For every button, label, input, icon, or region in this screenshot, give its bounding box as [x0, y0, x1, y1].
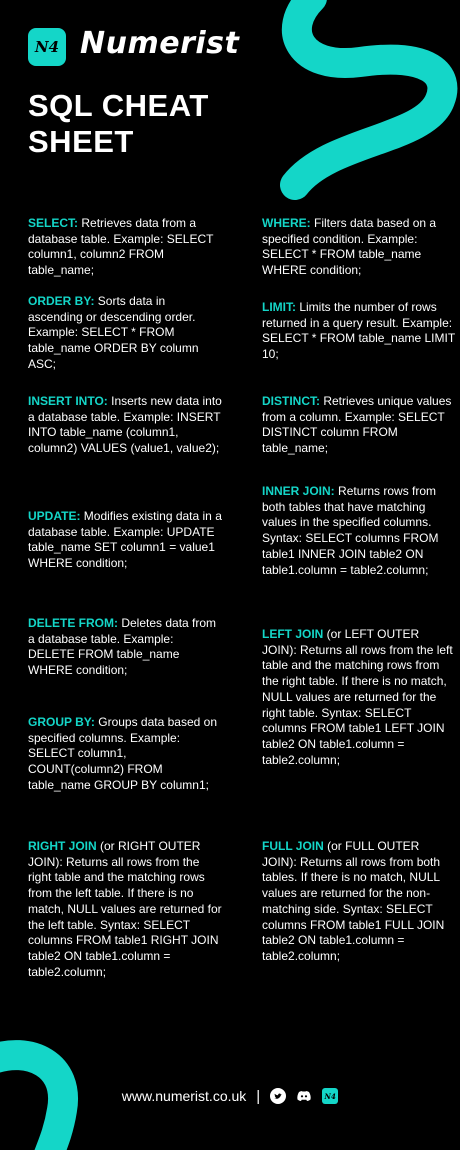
footer	[0, 1086, 460, 1106]
brand-name: Numerist	[80, 26, 240, 61]
insert-into-description: Inserts new data into a database table. Example: INSERT INTO table_name (column1, column2) VALUES (value1, value2);	[28, 394, 222, 456]
group-by-keyword: GROUP BY:	[28, 715, 95, 729]
left-join-keyword: LEFT JOIN	[262, 627, 324, 641]
full-join-entry	[262, 839, 457, 965]
distinct-keyword: DISTINCT:	[262, 394, 320, 408]
right-join-keyword: RIGHT JOIN	[28, 839, 97, 853]
full-join-description: (or FULL OUTER JOIN): Returns all rows from both tables. If there is no match, NULL values are returned for the non-matching side. Syntax: SELECT columns FROM table1 FULL JOIN table2 ON table1.column = table2.column;	[262, 839, 445, 963]
where-description: Filters data based on a specified condition. Example: SELECT * FROM table_name WHERE condition;	[262, 216, 437, 278]
order-by-description: Sorts data in ascending or descending order. Example: SELECT * FROM table_name ORDER BY column ASC;	[28, 294, 199, 371]
limit-description: Limits the number of rows returned in a query result. Example: SELECT * FROM table_name LIMIT 10;	[262, 300, 455, 362]
limit-keyword: LIMIT:	[262, 300, 296, 314]
full-join-keyword: FULL JOIN	[262, 839, 324, 853]
distinct-entry	[262, 394, 457, 457]
where-entry	[262, 216, 457, 279]
right-join-entry	[28, 839, 223, 980]
insert-into-entry	[28, 394, 223, 457]
limit-entry	[262, 300, 457, 363]
order-by-entry	[28, 294, 223, 373]
delete-from-entry	[28, 616, 223, 679]
update-keyword: UPDATE:	[28, 509, 81, 523]
discord-icon[interactable]	[296, 1088, 312, 1104]
numerist-logo-icon[interactable]: N4	[322, 1088, 338, 1104]
where-keyword: WHERE:	[262, 216, 311, 230]
delete-from-keyword: DELETE FROM:	[28, 616, 118, 630]
footer-separator: |	[256, 1087, 261, 1105]
insert-into-keyword: INSERT INTO:	[28, 394, 108, 408]
twitter-icon[interactable]	[270, 1088, 286, 1104]
select-keyword: SELECT:	[28, 216, 79, 230]
group-by-entry	[28, 715, 223, 794]
group-by-description: Groups data based on specified columns. Example: SELECT column1, COUNT(column2) FROM table_name GROUP BY column1;	[28, 715, 217, 792]
delete-from-description: Deletes data from a database table. Example: DELETE FROM table_name WHERE condition;	[28, 616, 217, 678]
inner-join-keyword: INNER JOIN:	[262, 484, 335, 498]
order-by-keyword: ORDER BY:	[28, 294, 95, 308]
select-entry	[28, 216, 223, 279]
update-description: Modifies existing data in a database table. Example: UPDATE table_name SET column1 = value1 WHERE condition;	[28, 509, 222, 571]
inner-join-description: Returns rows from both tables that have matching values in the specified columns. Syntax: SELECT columns FROM table1 INNER JOIN table2 ON table1.column = table2.column;	[262, 484, 439, 577]
update-entry	[28, 509, 223, 572]
left-join-description: (or LEFT OUTER JOIN): Returns all rows from the left table and the matching rows from the right table. If there is no match, NULL values are returned for the right table. Syntax: SELECT columns FROM table1 LEFT JOIN table2 ON table1.column = table2.column;	[262, 627, 453, 767]
right-join-description: (or RIGHT OUTER JOIN): Returns all rows from the right table and the matching rows from the left table. If there is no match, NULL values are returned for the left table. Syntax: SELECT columns FROM table1 RIGHT JOIN table2 ON table1.column = table2.column;	[28, 839, 222, 979]
distinct-description: Retrieves unique values from a column. Example: SELECT DISTINCT column FROM table_name;	[262, 394, 452, 456]
left-join-entry	[262, 627, 457, 768]
website-link[interactable]: www.numerist.co.uk	[121, 1088, 247, 1104]
page-title: SQL CHEAT SHEET	[28, 88, 209, 159]
brand-logo: N4	[28, 28, 66, 66]
inner-join-entry	[262, 484, 457, 578]
select-description: Retrieves data from a database table. Example: SELECT column1, column2 FROM table_name;	[28, 216, 214, 278]
